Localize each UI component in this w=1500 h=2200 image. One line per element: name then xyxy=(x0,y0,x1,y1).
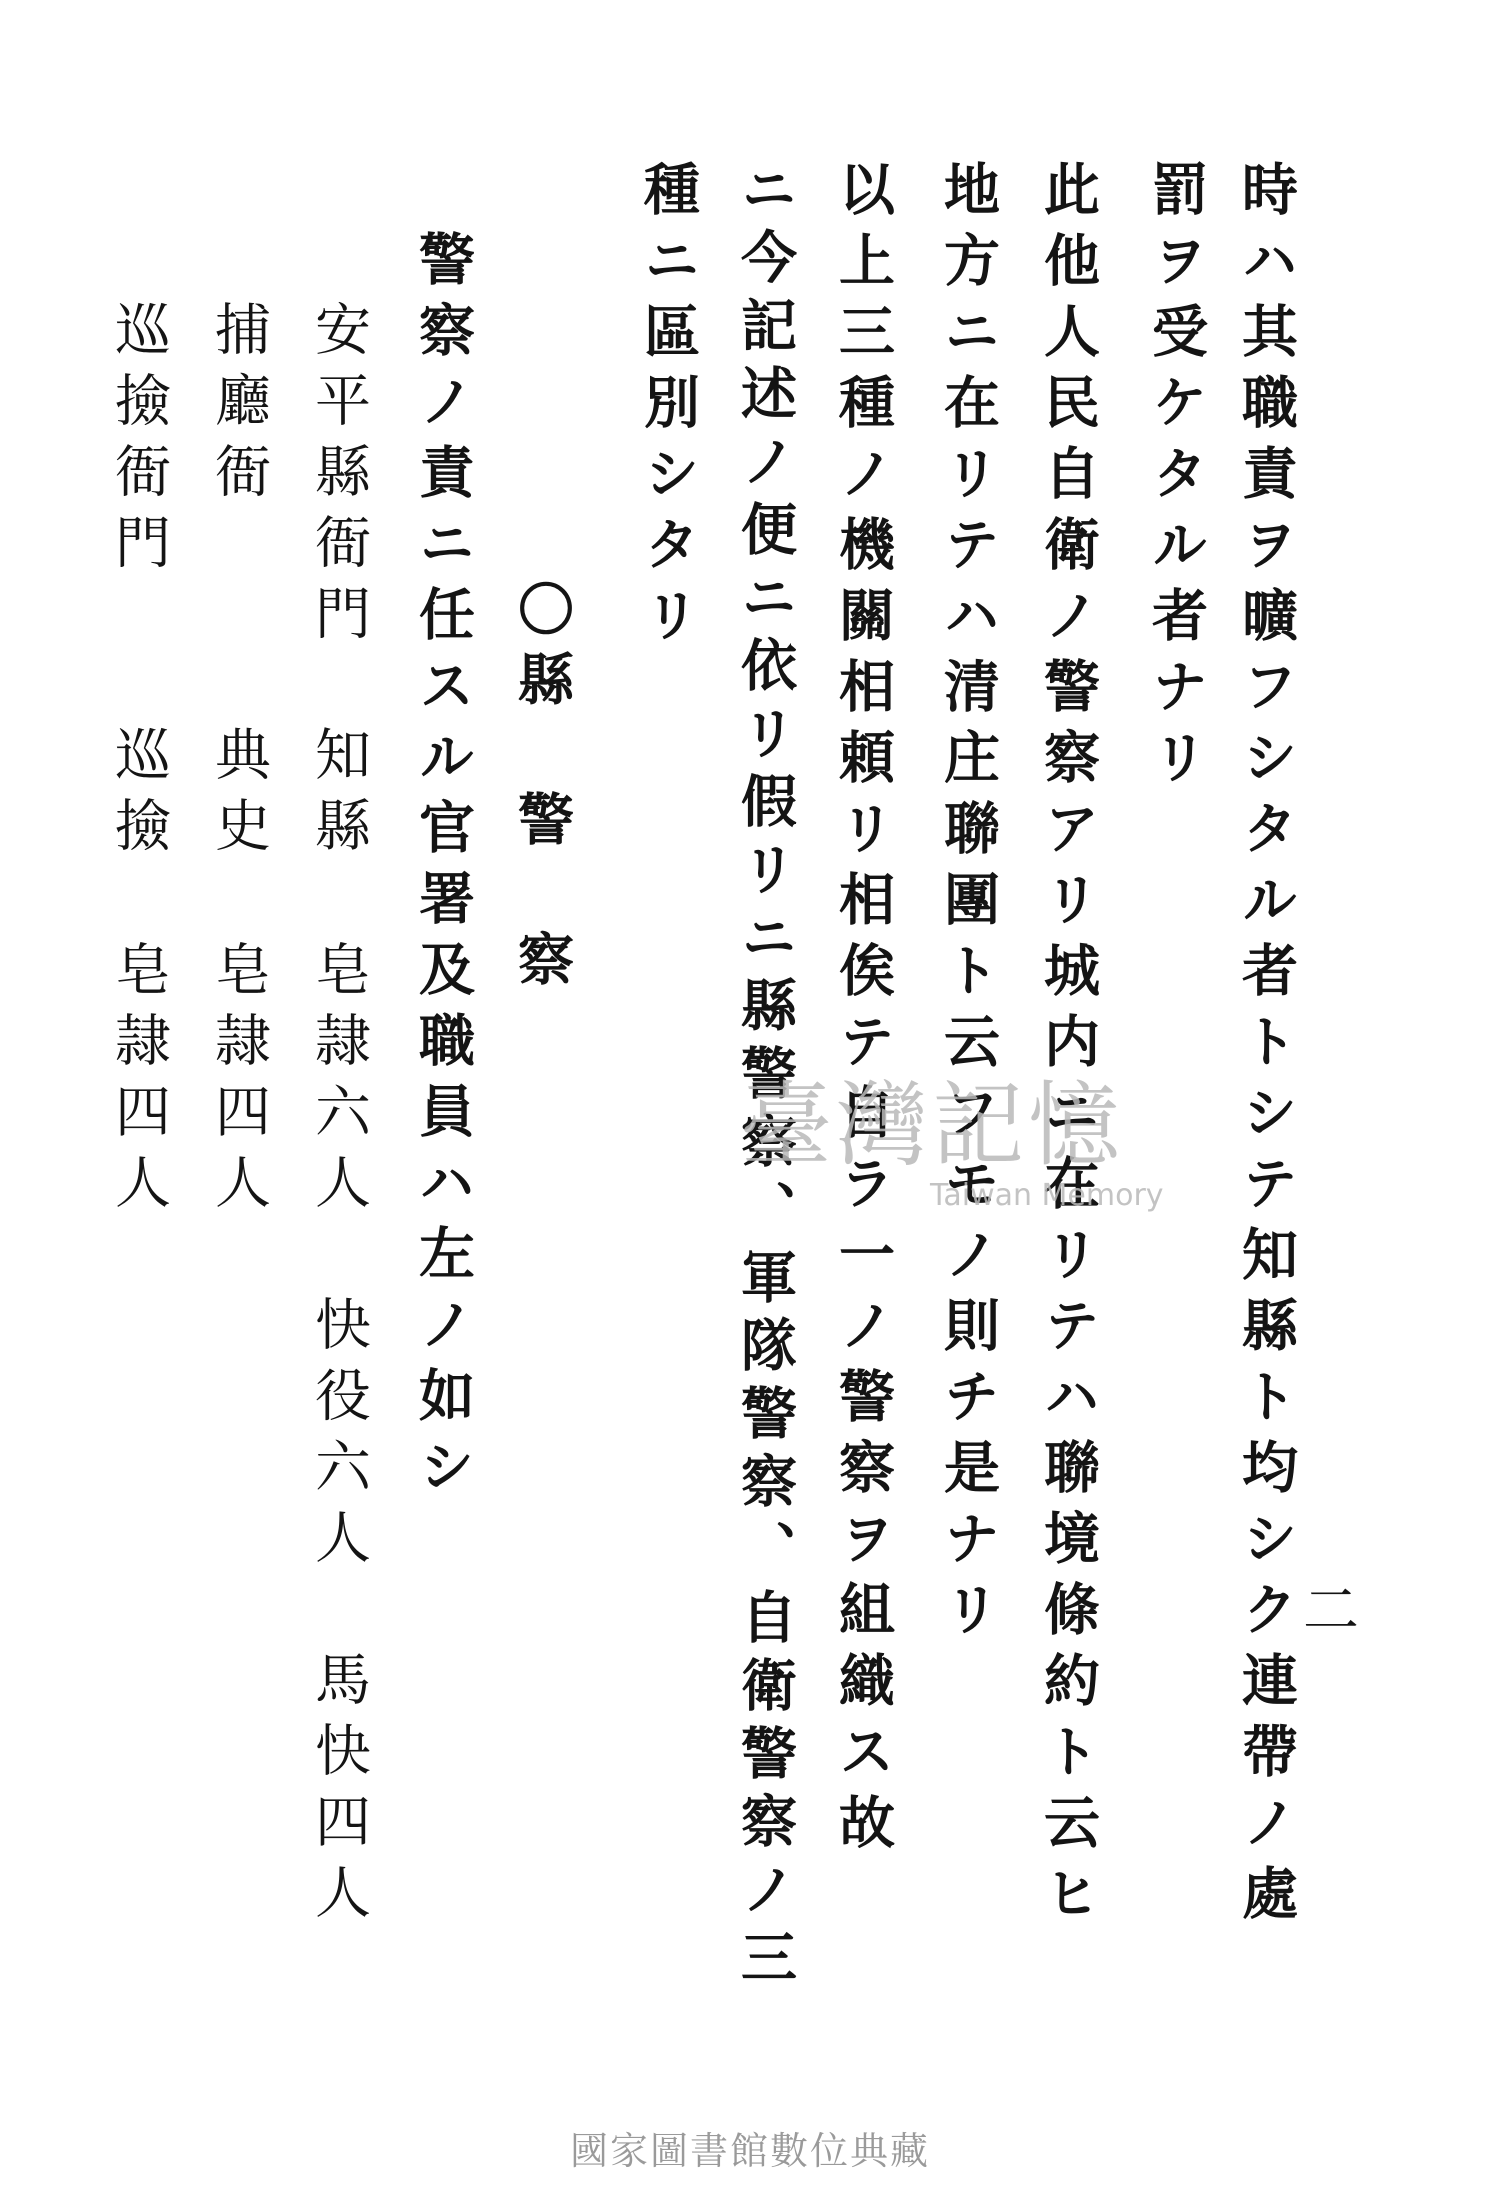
roster-entry: 巡撿 xyxy=(106,725,171,867)
roster-office-1: 安平縣衙門 xyxy=(306,300,371,655)
text-column-1: 時ハ其職責ヲ曠フシタル者トシテ知縣ト均シク連帶ノ處 xyxy=(1233,160,1299,1935)
text-column-2: 罰ヲ受ケタル者ナリ xyxy=(1143,160,1209,799)
watermark-logo xyxy=(740,1072,1200,1250)
roster-office-3: 巡撿衙門 xyxy=(106,300,171,584)
page-number: 二 xyxy=(1294,1580,1359,1636)
text-column-9: 警察ノ責ニ任スル官署及職員ハ左ノ如シ xyxy=(410,230,476,1508)
roster-entry: 典史 xyxy=(206,725,271,867)
roster-entry: 知縣 xyxy=(306,725,371,867)
roster-entry: 皂隷四人 xyxy=(106,940,171,1224)
text-column-3: 此他人民自衛ノ警察アリ城内ニ在リテハ聯境條約ト云ヒ xyxy=(1035,160,1101,1935)
section-heading: 〇縣 警 察 xyxy=(509,580,575,1000)
roster-entry: 馬快四人 xyxy=(306,1650,371,1934)
text-column-7: 種ニ區別シタリ xyxy=(635,160,701,657)
roster-entry: 快役六人 xyxy=(306,1295,371,1579)
roster-entry: 皂隷四人 xyxy=(206,940,271,1224)
text-column-4: 地方ニ在リテハ清庄聯團ト云フモノ則チ是ナリ xyxy=(935,160,1001,1651)
text-column-6: ニ今記述ノ便ニ依リ假リニ縣警察、軍隊警察、自衛警察ノ三 xyxy=(732,160,798,1996)
watermark-subtitle: Taiwan Memory xyxy=(930,1178,1164,1213)
footer-credit: 國家圖書館數位典藏 xyxy=(569,2129,930,2173)
watermark-title: 臺灣記憶 xyxy=(740,1072,1125,1179)
roster-entry: 皂隷六人 xyxy=(306,940,371,1224)
text-column-5: 以上三種ノ機關相頼リ相俟テ自ラ一ノ警察ヲ組織ス故 xyxy=(830,160,896,1864)
roster-office-2: 捕廳衙 xyxy=(206,300,271,513)
